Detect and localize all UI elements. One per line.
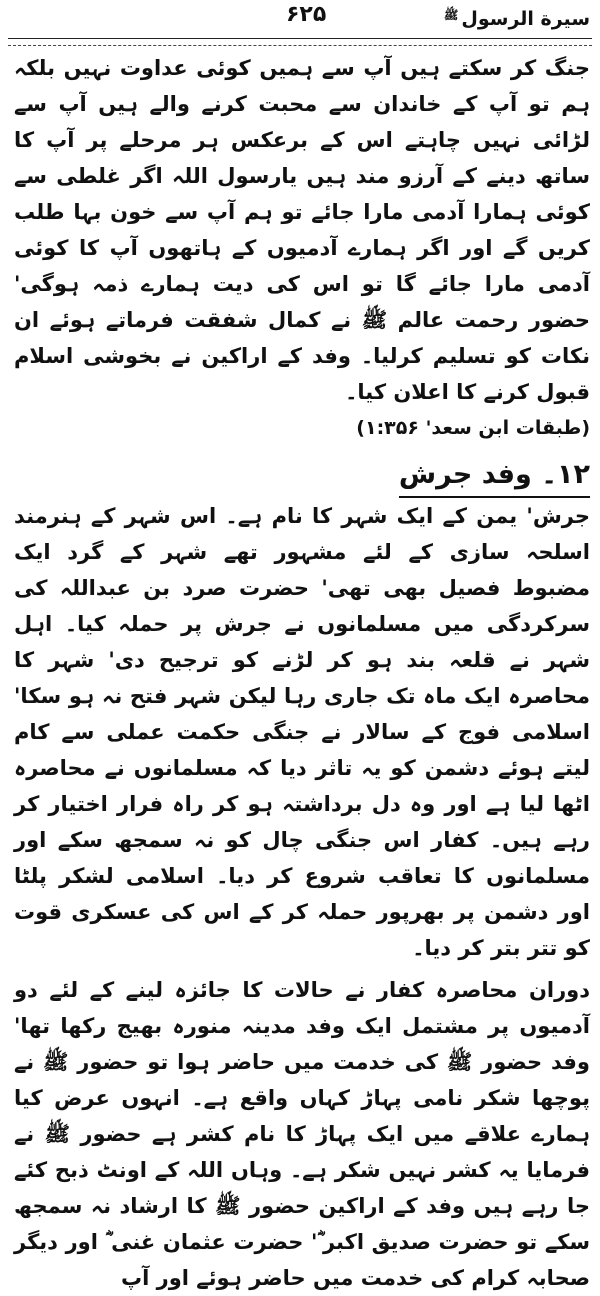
header-divider bbox=[8, 38, 592, 46]
book-title-text: سیرة الرسول bbox=[461, 8, 590, 30]
paragraph-delegation-madinah: دوران محاصرہ کفار نے حالات کا جائزہ لینے کے لئے دو آدمیوں پر مشتمل ایک وفد مدینہ منورہ بھیج رکھا تھا' وفد حضور ﷺ کی خدمت میں حاضر ہوا تو حضور ﷺ نے پوچھا شکر نامی پہاڑ کہاں واقع ہے۔ انہوں عرض کیا ہمارے علاقے میں ایک پہاڑ کا نام کشر ہے حضور ﷺ نے فرمایا یہ کشر نہیں شکر ہے۔ وہاں اللہ کے اونٹ ذبح کئے جا رہے ہیں وفد کے اراکین حضور ﷺ کا ارشاد نہ سمجھ سکے تو حضرت صدیق اکبر ؓ' حضرت عثمان غنی ؓ اور دیگر صحابہ کرام کی خدمت میں حاضر ہوئے اور آپ bbox=[14, 978, 590, 1290]
page-number: ۶۲۵ bbox=[286, 2, 327, 27]
paragraph-delegation-terms: جنگ کر سکتے ہیں آپ سے ہمیں کوئی عداوت نہیں بلکہ ہم تو آپ کے خاندان سے محبت کرنے والے ہیں آپ سے لڑائی نہیں چاہتے اس کے برعکس ہر مرحلے پر آپ کا ساتھ دینے کے آرزو مند ہیں یارسول اللہ اگر غلطی سے کوئی ہمارا آدمی مارا جائے تو ہم آپ سے خون بہا طلب کریں گے اور اگر ہمارے آدمیوں کے ہاتھوں آپ کا کوئی آدمی مارا جائے گا تو اس کی دیت ہمارے ذمہ ہوگی' حضور رحمت عالم ﷺ نے کمال شفقت فرماتے ہوئے ان نکات کو تسلیم کرلیا۔ وفد کے اراکین نے بخوشی اسلام قبول کرنے کا اعلان کیا۔ bbox=[14, 56, 590, 404]
section-heading-container bbox=[14, 446, 590, 498]
paragraph-jurash-intro: جرش' یمن کے ایک شہر کا نام ہے۔ اس شہر کے ہنرمند اسلحہ سازی کے لئے مشہور تھے شہر کے گرد ایک مضبوط فصیل بھی تھی' حضرت صرد بن عبداللہ کی سرکردگی میں مسلمانوں نے جرش پر حملہ کیا۔ اہل شہر نے قلعہ بند ہو کر لڑنے کو ترجیح دی' شہر کا محاصرہ ایک ماہ تک جاری رہا لیکن شہر فتح نہ ہو سکا' اسلامی فوج کے سالار نے جنگی حکمت عملی سے کام لیتے ہوئے دشمن کو یہ تاثر دیا کہ مسلمانوں نے محاصرہ اٹھا لیا ہے اور وہ دل برداشتہ ہو کر راہ فرار اختیار کر رہے ہیں۔ کفار اس جنگی چال کو نہ سمجھ سکے اور مسلمانوں کا تعاقب شروع کر دیا۔ اسلامی لشکر پلٹا اور دشمن پر بھرپور حملہ کر کے اس کی عسکری قوت کو تتر بتر کر دیا۔ bbox=[14, 504, 590, 960]
page-body bbox=[14, 50, 590, 1296]
citation: (طبقات ابن سعد' ۱:۳۵۶) bbox=[356, 417, 590, 439]
section-heading: ۱۲۔ وفد جرش bbox=[399, 454, 590, 498]
book-title bbox=[444, 8, 590, 30]
honorific-icon: ﷺ bbox=[443, 8, 459, 22]
